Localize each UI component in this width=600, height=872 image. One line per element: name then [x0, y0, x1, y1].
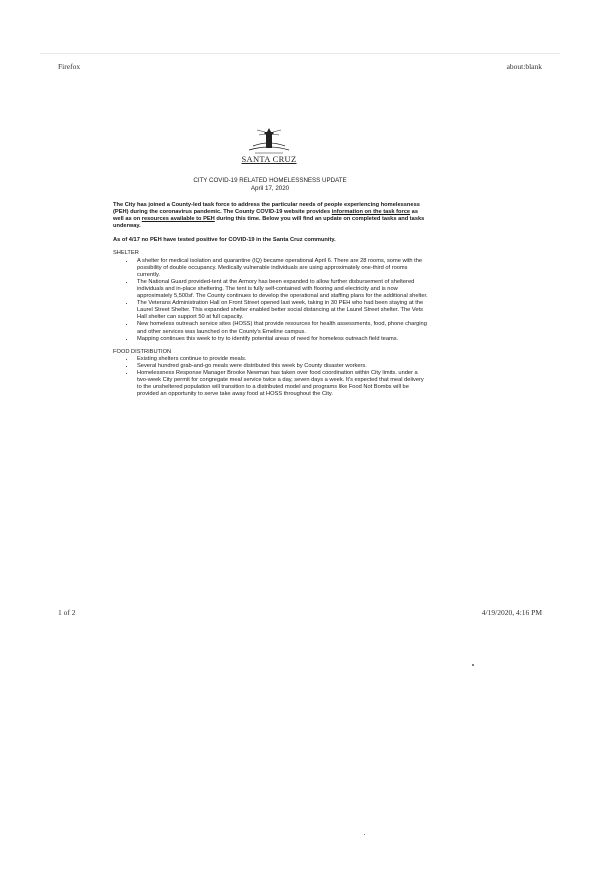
list-item: • New homeless outreach service sites (HOSS) that provide resources for health assessments, food, phone charging and other services was launched on the County's Emeline campus. — [135, 321, 428, 335]
intro-text-1: The City has joined a County-led task force to address the particular needs of people experiencing homelessness (PEH) during the coronavirus pandemic. The County COVID-19 website provides — [113, 202, 420, 216]
scan-speck — [364, 834, 365, 835]
header-rule — [40, 53, 560, 54]
list-item: • Several hundred grab-and-go meals were distributed this week by County disaster workers. — [135, 363, 428, 370]
intro-paragraph — [113, 202, 428, 230]
city-logo — [240, 126, 298, 168]
list-item: • Existing shelters continue to provide meals. — [135, 356, 428, 363]
shelter-heading: SHELTER — [113, 250, 139, 257]
intro-text-3: during this time. Below you will find an update on completed tasks and tasks underway. — [113, 216, 425, 230]
page-number: 1 of 2 — [58, 608, 76, 617]
shelter-list — [127, 258, 428, 343]
print-timestamp: 4/19/2020, 4:16 PM — [481, 608, 542, 617]
food-heading: FOOD DISTRIBUTION — [113, 348, 172, 355]
document-body — [113, 202, 428, 398]
scan-speck — [472, 664, 474, 666]
title-heading: CITY COVID-19 RELATED HOMELESSNESS UPDATE — [193, 177, 347, 184]
page-url: about:blank — [506, 62, 542, 71]
lighthouse-icon — [247, 126, 291, 156]
list-item: • Homelessness Response Manager Brooke Newman has taken over food coordination within City limits. under a two-week City permit for congregate meal service twice a day, seven days a week. It's expected that meal delivery to the unsheltered population will transition to a distributed model and programs like Food Not Bombs will be provided an opportunity to serve take away food at HOSS throughout the City. — [135, 370, 428, 398]
logo-city-name: SANTA CRUZ — [241, 154, 297, 164]
resources-link[interactable]: resources available to PEH — [141, 216, 215, 223]
browser-name: Firefox — [58, 62, 81, 71]
status-statement: As of 4/17 no PEH have tested positive for COVID-19 in the Santa Cruz community. — [113, 237, 336, 244]
list-item: • Mapping continues this week to try to identify potential areas of need for homeless outreach field teams. — [135, 336, 428, 343]
title-date: April 17, 2020 — [250, 185, 290, 192]
intro-text-2: as well as on — [113, 209, 418, 223]
list-item: • A shelter for medical isolation and quarantine (IQ) became operational April 6. There are 28 rooms, some with the possibility of double occupancy. Medically vulnerable individuals are using approximately one-third of rooms currently. — [135, 258, 428, 279]
document-title — [150, 177, 390, 193]
list-item: • The Veterans Administration Hall on Front Street opened last week, taking in 30 PEH who had been staying at the Laurel Street Shelter. This expanded shelter enabled better social distancing at the Laurel Street shelter. The Vets Hall shelter can support 50 at full capacity. — [135, 300, 428, 321]
list-item: • The National Guard provided-tent at the Armory has been expanded to allow further disbursement of sheltered individuals and in-place sheltering. The tent is fully self-contained with flooring and electricity and is now approximately 5,500sf. The County continues to develop the operational and staffing plans for the additional shelter. — [135, 279, 428, 300]
food-list — [127, 356, 428, 399]
task-force-link[interactable]: information on the task force — [331, 209, 411, 216]
